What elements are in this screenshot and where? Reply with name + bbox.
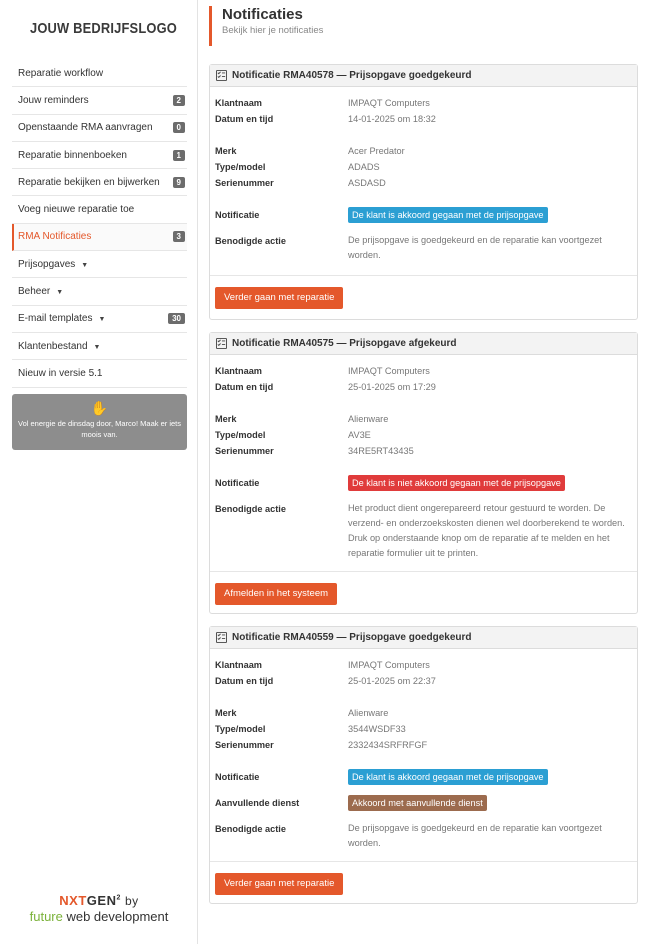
field-label: Benodigde actie xyxy=(215,824,286,834)
card-footer xyxy=(210,275,637,319)
card-body xyxy=(210,355,637,571)
card-body xyxy=(210,87,637,275)
klantnaam-value: IMPAQT Computers xyxy=(348,366,430,376)
field-label: Serienummer xyxy=(215,446,274,456)
datum-value: 25-01-2025 om 22:37 xyxy=(348,676,436,686)
action-text: De prijsopgave is goedgekeurd en de reparatie kan voortgezet worden. xyxy=(348,235,602,260)
card-header xyxy=(210,627,637,649)
caret-down-icon: ▼ xyxy=(93,343,101,351)
status-badge: De klant is akkoord gegaan met de prijsopgave xyxy=(348,207,548,223)
motivation-panel xyxy=(12,394,187,450)
sidebar-item-bekijken-bijwerken[interactable] xyxy=(12,169,187,196)
field-label: Aanvullende dienst xyxy=(215,798,300,808)
sidebar-item-label: RMA Notificaties xyxy=(18,231,92,243)
caret-down-icon: ▼ xyxy=(98,316,106,324)
field-label: Notificatie xyxy=(215,478,260,488)
klantnaam-value: IMPAQT Computers xyxy=(348,98,430,108)
sidebar-item-label: Nieuw in versie 5.1 xyxy=(18,367,103,379)
field-label: Serienummer xyxy=(215,740,274,750)
action-text: Het product dient ongerepareerd retour gestuurd te worden. De verzend- en onderzoekskosten dienen wel doorberekend te worden. Druk op onderstaande knop om de reparatie af te melden en het reparatie formulier uit te printen. xyxy=(348,503,625,558)
field-label: Datum en tijd xyxy=(215,676,274,686)
merk-value: Acer Predator xyxy=(348,146,405,156)
continue-repair-button[interactable]: Verder gaan met reparatie xyxy=(215,287,343,309)
card-footer xyxy=(210,861,637,903)
sidebar-item-label: Reparatie binnenboeken xyxy=(18,149,127,161)
card-header xyxy=(210,333,637,355)
motivation-text: Vol energie de dinsdag door, Marco! Maak er iets moois van. xyxy=(17,418,181,439)
sidebar-item-klantenbestand[interactable] xyxy=(12,333,187,360)
field-label: Klantnaam xyxy=(215,98,262,108)
card-body xyxy=(210,649,637,861)
status-badge: De klant is niet akkoord gegaan met de prijsopgave xyxy=(348,475,565,491)
card-title: Notificatie RMA40559 — Prijsopgave goedgekeurd xyxy=(232,632,472,643)
sidebar-item-label: Openstaande RMA aanvragen xyxy=(18,122,153,134)
field-label: Merk xyxy=(215,414,237,424)
main-content xyxy=(198,0,650,944)
datum-value: 25-01-2025 om 17:29 xyxy=(348,382,436,392)
sidebar-item-label: Klantenbestand xyxy=(18,340,88,352)
sidebar-item-beheer[interactable] xyxy=(12,278,187,305)
field-label: Klantnaam xyxy=(215,660,262,670)
field-label: Datum en tijd xyxy=(215,114,274,124)
sidebar-item-label: Reparatie bekijken en bijwerken xyxy=(18,176,160,188)
caret-down-icon: ▼ xyxy=(56,289,64,297)
sidebar-item-nieuw-in-versie[interactable] xyxy=(12,360,187,387)
field-label: Datum en tijd xyxy=(215,382,274,392)
sign-off-button[interactable]: Afmelden in het systeem xyxy=(215,583,337,605)
klantnaam-value: IMPAQT Computers xyxy=(348,660,430,670)
field-label: Type/model xyxy=(215,162,266,172)
count-badge: 30 xyxy=(168,313,185,324)
field-label: Notificatie xyxy=(215,772,260,782)
field-label: Merk xyxy=(215,708,237,718)
status-badge: De klant is akkoord gegaan met de prijsopgave xyxy=(348,769,548,785)
fwd-logo: future web development xyxy=(29,909,169,924)
service-badge: Akkoord met aanvullende dienst xyxy=(348,795,487,811)
sidebar-item-prijsopgaves[interactable] xyxy=(12,251,187,278)
card-title: Notificatie RMA40578 — Prijsopgave goedgekeurd xyxy=(232,70,472,81)
serie-value: 34RE5RT43435 xyxy=(348,446,414,456)
page-subtitle: Bekijk hier je notificaties xyxy=(222,25,324,36)
page-header xyxy=(209,6,638,46)
sidebar-item-reminders[interactable] xyxy=(12,87,187,114)
sidebar-item-openstaande-rma[interactable] xyxy=(12,115,187,142)
field-label: Benodigde actie xyxy=(215,504,286,514)
field-label: Merk xyxy=(215,146,237,156)
merk-value: Alienware xyxy=(348,414,389,424)
waving-hand-icon: ✋ xyxy=(90,399,109,416)
type-value: ADADS xyxy=(348,162,380,172)
sidebar-nav xyxy=(12,60,187,388)
merk-value: Alienware xyxy=(348,708,389,718)
notification-card xyxy=(209,626,638,904)
sidebar-item-label: E-mail templates xyxy=(18,313,93,325)
count-badge: 3 xyxy=(173,231,185,242)
field-label: Notificatie xyxy=(215,210,260,220)
notification-card xyxy=(209,332,638,614)
sidebar-item-rma-notificaties[interactable] xyxy=(12,224,187,251)
page-title: Notificaties xyxy=(222,6,303,23)
action-text: De prijsopgave is goedgekeurd en de reparatie kan voortgezet worden. xyxy=(348,823,602,848)
sidebar-item-nieuwe-reparatie[interactable] xyxy=(12,196,187,223)
field-label: Type/model xyxy=(215,430,266,440)
sidebar-item-label: Voeg nieuwe reparatie toe xyxy=(18,204,135,216)
type-value: 3544WSDF33 xyxy=(348,724,406,734)
logo-text: JOUW BEDRIJFSLOGO xyxy=(30,19,177,37)
sidebar-item-label: Reparatie workflow xyxy=(18,67,104,79)
vendor-logo[interactable] xyxy=(0,893,198,924)
count-badge: 9 xyxy=(173,177,185,188)
field-label: Klantnaam xyxy=(215,366,262,376)
card-footer xyxy=(210,571,637,613)
sidebar-item-binnenboeken[interactable] xyxy=(12,142,187,169)
notification-card xyxy=(209,64,638,320)
type-value: AV3E xyxy=(348,430,371,440)
sidebar-item-reparatie-workflow[interactable] xyxy=(12,60,187,87)
sidebar-item-label: Jouw reminders xyxy=(18,94,89,106)
sidebar xyxy=(0,0,198,944)
continue-repair-button[interactable]: Verder gaan met reparatie xyxy=(215,873,343,895)
sidebar-item-label: Prijsopgaves xyxy=(18,258,76,270)
sidebar-item-label: Beheer xyxy=(18,286,51,298)
checklist-icon xyxy=(216,338,227,349)
company-logo[interactable] xyxy=(12,0,187,56)
serie-value: 2332434SRFRFGF xyxy=(348,740,428,750)
sidebar-item-email-templates[interactable] xyxy=(12,306,187,333)
field-label: Benodigde actie xyxy=(215,236,286,246)
checklist-icon xyxy=(216,632,227,643)
field-label: Type/model xyxy=(215,724,266,734)
checklist-icon xyxy=(216,70,227,81)
card-header xyxy=(210,65,637,87)
count-badge: 2 xyxy=(173,95,185,106)
card-title: Notificatie RMA40575 — Prijsopgave afgekeurd xyxy=(232,338,457,349)
count-badge: 1 xyxy=(173,150,185,161)
field-label: Serienummer xyxy=(215,178,274,188)
datum-value: 14-01-2025 om 18:32 xyxy=(348,114,436,124)
caret-down-icon: ▼ xyxy=(81,261,89,269)
count-badge: 0 xyxy=(173,122,185,133)
serie-value: ASDASD xyxy=(348,178,386,188)
nxtgen-logo: NXTGEN$^2$ by xyxy=(59,893,139,908)
